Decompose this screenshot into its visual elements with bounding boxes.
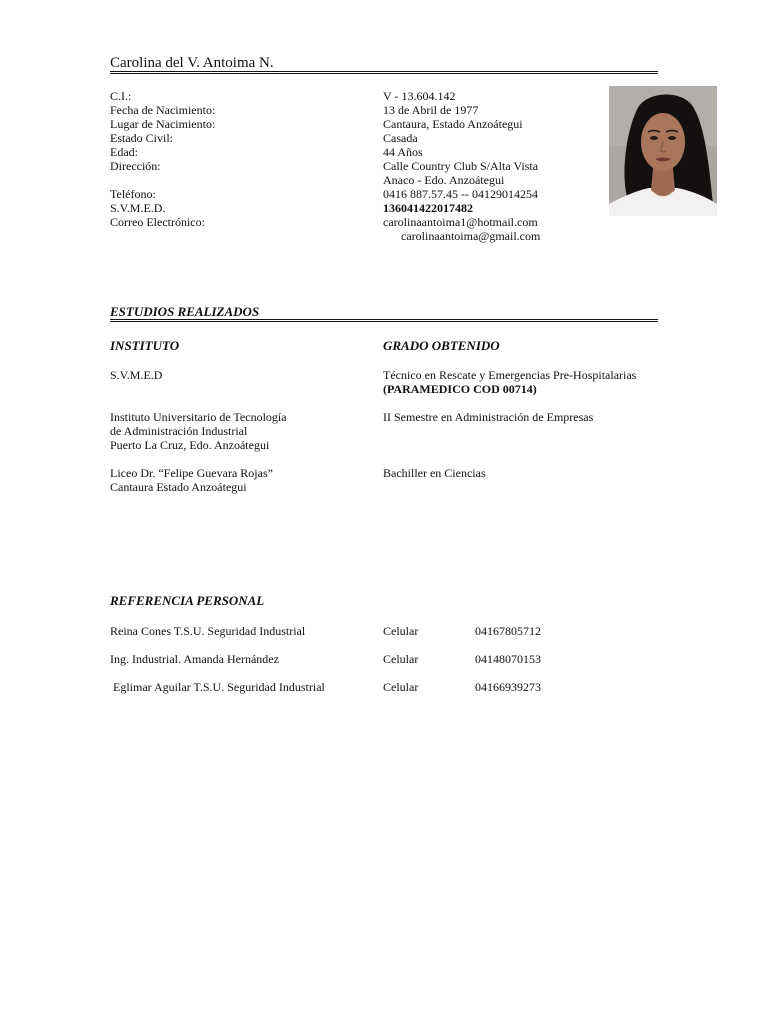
email-2[interactable]: carolinaantoima@gmail.com <box>401 229 541 243</box>
study-institute: Instituto Universitario de Tecnología <box>110 410 287 424</box>
birthplace-label: Lugar de Nacimiento: <box>110 117 216 131</box>
birthdate-value: 13 de Abril de 1977 <box>383 103 479 117</box>
ci-value: V - 13.604.142 <box>383 89 456 103</box>
age-value: 44 Años <box>383 145 423 159</box>
portrait-icon <box>609 86 717 216</box>
svmed-value: 136041422017482 <box>383 201 473 215</box>
reference-phone-type: Celular <box>383 680 419 694</box>
study-institute-location: Cantaura Estado Anzoátegui <box>110 480 247 494</box>
study-degree: Bachiller en Ciencias <box>383 466 486 480</box>
birthplace-value: Cantaura, Estado Anzoátegui <box>383 117 523 131</box>
email-label: Correo Electrónico: <box>110 215 205 229</box>
candidate-name: Carolina del V. Antoima N. <box>110 55 274 71</box>
reference-name: Ing. Industrial. Amanda Hernández <box>110 652 279 666</box>
reference-phone-number: 04148070153 <box>475 652 541 666</box>
degree-column-header: GRADO OBTENIDO <box>383 338 500 353</box>
reference-name: Reina Cones T.S.U. Seguridad Industrial <box>110 624 306 638</box>
phone-label: Teléfono: <box>110 187 156 201</box>
header-divider <box>110 71 658 74</box>
birthdate-label: Fecha de Nacimiento: <box>110 103 216 117</box>
ci-label: C.I.: <box>110 89 132 103</box>
phone-value: 0416 887.57.45 -- 04129014254 <box>383 187 538 201</box>
study-degree: Técnico en Rescate y Emergencias Pre-Hospitalarias <box>383 368 637 382</box>
email-1[interactable]: carolinaantoima1@hotmail.com <box>383 215 538 229</box>
study-institute: Liceo Dr. “Felipe Guevara Rojas” <box>110 466 273 480</box>
svmed-label: S.V.M.E.D. <box>110 201 166 215</box>
reference-phone-number: 04166939273 <box>475 680 541 694</box>
civil-status-value: Casada <box>383 131 418 145</box>
study-institute: S.V.M.E.D <box>110 368 163 382</box>
studies-title: ESTUDIOS REALIZADOS <box>110 304 260 319</box>
reference-name: Eglimar Aguilar T.S.U. Seguridad Industrial <box>110 680 325 694</box>
study-institute-location: Puerto La Cruz, Edo. Anzoátegui <box>110 438 270 452</box>
address-line-2: Anaco - Edo. Anzoátegui <box>383 173 505 187</box>
study-institute: de Administración Industrial <box>110 424 248 438</box>
study-degree-code: (PARAMEDICO COD 00714) <box>383 382 537 396</box>
civil-status-label: Estado Civil: <box>110 131 173 145</box>
study-degree: II Semestre en Administración de Empresas <box>383 410 594 424</box>
age-label: Edad: <box>110 145 138 159</box>
studies-divider <box>110 319 658 322</box>
address-label: Dirección: <box>110 159 161 173</box>
reference-phone-type: Celular <box>383 652 419 666</box>
references-title: REFERENCIA PERSONAL <box>110 593 265 608</box>
address-line-1: Calle Country Club S/Alta Vista <box>383 159 539 173</box>
reference-phone-number: 04167805712 <box>475 624 541 638</box>
institute-column-header: INSTITUTO <box>110 338 180 353</box>
reference-phone-type: Celular <box>383 624 419 638</box>
portrait-photo <box>609 86 717 216</box>
